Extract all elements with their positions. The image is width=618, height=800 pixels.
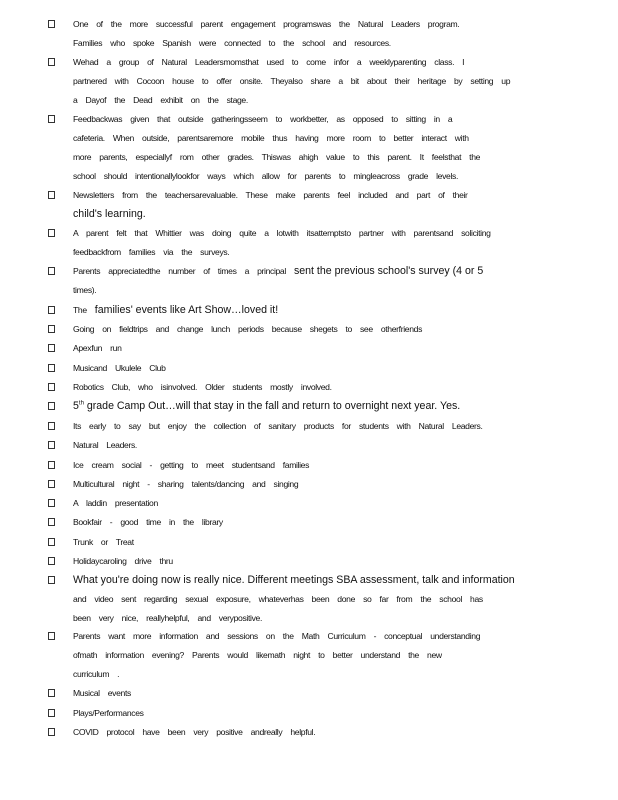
list-item-text xyxy=(73,400,460,412)
list-item xyxy=(0,726,618,742)
bullet-box-icon xyxy=(48,364,55,372)
list-item-text: school should intentionallylookfor ways which allow for parents to mingleacross grade levels. xyxy=(73,171,459,181)
list-item-text: Feedbackwas given that outside gatheringsseem to workbetter, as opposed to sitting in a xyxy=(73,114,453,124)
bullet-box-icon xyxy=(48,689,55,697)
list-item xyxy=(0,304,618,320)
list-item-text: One of the more successful parent engagement programswas the Natural Leaders program. xyxy=(73,19,460,29)
list-item-text: Wehad a group of Natural Leadersmomsthat used to come infor a weeklyparenting class. I xyxy=(73,57,465,67)
list-item-text: feedbackfrom families via the surveys. xyxy=(73,247,230,257)
list-item xyxy=(0,516,618,532)
list-item xyxy=(0,189,618,220)
list-item-text xyxy=(73,593,483,605)
text-segment: The xyxy=(73,305,95,315)
list-item-text xyxy=(73,189,468,201)
bullet-box-icon xyxy=(48,115,55,123)
text-segment: been very nice, reallyhelpful, and verypositive. xyxy=(73,613,262,623)
list-item-text: Robotics Club, who isinvolved. Older students mostly involved. xyxy=(73,382,332,392)
list-item xyxy=(0,113,618,181)
bullet-box-icon xyxy=(48,538,55,546)
grade-number: 5 xyxy=(73,400,79,412)
ordinal-suffix: th xyxy=(78,400,84,407)
bullet-box-icon xyxy=(48,461,55,469)
list-item-text: Bookfair - good time in the library xyxy=(73,517,223,527)
list-item-text xyxy=(73,208,146,220)
text-segment-large: families' events like Art Show…loved it! xyxy=(94,304,279,316)
text-segment: Newsletters from the teachersarevaluable. These make parents feel included and part of their xyxy=(73,190,468,200)
bullet-box-icon xyxy=(48,632,55,640)
bullet-box-icon xyxy=(48,709,55,717)
bullet-box-icon xyxy=(48,557,55,565)
list-item xyxy=(0,459,618,475)
list-item-text: Going on fieldtrips and change lunch periods because shegets to see otherfriends xyxy=(73,324,423,334)
list-item-text: Plays/Performances xyxy=(73,708,144,718)
list-item xyxy=(0,707,618,723)
text-segment: times). xyxy=(73,285,97,295)
list-item xyxy=(0,439,618,455)
list-item-text: Its early to say but enjoy the collection of sanitary products for students with Natural Leaders. xyxy=(73,421,483,431)
list-item-text: ofmath information evening? Parents would likemath night to better understand the new xyxy=(73,650,442,660)
bullet-box-icon xyxy=(48,267,55,275)
list-item-text: Multicultural night - sharing talents/dancing and singing xyxy=(73,479,299,489)
list-item-text: a Dayof the Dead exhibit on the stage. xyxy=(73,95,248,105)
list-item-text xyxy=(73,612,262,624)
list-item xyxy=(0,687,618,703)
text-segment-large: child's learning. xyxy=(73,208,146,220)
list-item-text: Apexfun run xyxy=(73,343,122,353)
list-item-text: curriculum . xyxy=(73,669,120,679)
list-item xyxy=(0,362,618,378)
bullet-box-icon xyxy=(48,325,55,333)
list-item-text: cafeteria. When outside, parentsaremore mobile thus having more room to better interact with xyxy=(73,133,469,143)
list-item xyxy=(0,574,618,623)
list-item-text: Trunk or Treat xyxy=(73,537,134,547)
list-item-text: more parents, especiallyf rom other grades. Thiswas ahigh value to this parent. It feelsthat the xyxy=(73,152,481,162)
bullet-box-icon xyxy=(48,191,55,199)
list-item-text: A parent felt that Whittier was doing quite a lotwith itsattemptsto partner with parentsand soliciting xyxy=(73,228,491,238)
text-segment-large: What you're doing now is really nice. Different meetings SBA assessment, talk and information xyxy=(73,574,515,586)
list-item-text: Ice cream social - getting to meet studentsand families xyxy=(73,460,310,470)
list-item xyxy=(0,497,618,513)
text-segment: and video sent regarding sexual exposure, whateverhas been done so far from the school has xyxy=(73,594,483,604)
list-item xyxy=(0,420,618,436)
bullet-box-icon xyxy=(48,58,55,66)
list-item xyxy=(0,18,618,48)
list-item xyxy=(0,536,618,552)
list-item xyxy=(0,323,618,339)
list-item-text xyxy=(73,265,483,277)
bullet-box-icon xyxy=(48,306,55,314)
list-item xyxy=(0,630,618,679)
list-item-text: partnered with Cocoon house to offer onsite. Theyalso share a bit about their heritage by setting up xyxy=(73,76,511,86)
text-segment-large: sent the previous school's survey (4 or 5 xyxy=(293,265,484,277)
list-item xyxy=(0,381,618,397)
bullet-box-icon xyxy=(48,422,55,430)
bullet-box-icon xyxy=(48,229,55,237)
bullet-box-icon xyxy=(48,344,55,352)
text-segment-large: grade Camp Out…will that stay in the fall and return to overnight next year. Yes. xyxy=(83,400,461,412)
bullet-box-icon xyxy=(48,383,55,391)
list-item xyxy=(0,265,618,295)
list-item-text xyxy=(73,574,515,586)
list-item-text: Holidaycaroling drive thru xyxy=(73,556,173,566)
bullet-box-icon xyxy=(48,20,55,28)
list-item-text: Musical events xyxy=(73,688,131,698)
list-item xyxy=(0,400,618,416)
list-item-text: Natural Leaders. xyxy=(73,440,137,450)
list-item-text: Families who spoke Spanish were connected to the school and resources. xyxy=(73,38,391,48)
list-item xyxy=(0,342,618,358)
list-item xyxy=(0,227,618,257)
list-item-text: A laddin presentation xyxy=(73,498,158,508)
bullet-box-icon xyxy=(48,499,55,507)
bullet-box-icon xyxy=(48,402,55,410)
bullet-box-icon xyxy=(48,441,55,449)
list-item-text: Musicand Ukulele Club xyxy=(73,363,166,373)
bullet-box-icon xyxy=(48,576,55,584)
list-item-text xyxy=(73,304,278,316)
list-item-text: Parents want more information and sessions on the Math Curriculum - conceptual understanding xyxy=(73,631,481,641)
bullet-box-icon xyxy=(48,518,55,526)
list-item xyxy=(0,555,618,571)
list-item xyxy=(0,56,618,105)
bullet-box-icon xyxy=(48,480,55,488)
bullet-box-icon xyxy=(48,728,55,736)
list-item-text: COVID protocol have been very positive andreally helpful. xyxy=(73,727,316,737)
list-item-text xyxy=(73,284,96,296)
text-segment: Parents appreciatedthe number of times a principal xyxy=(73,266,294,276)
list-item xyxy=(0,478,618,494)
